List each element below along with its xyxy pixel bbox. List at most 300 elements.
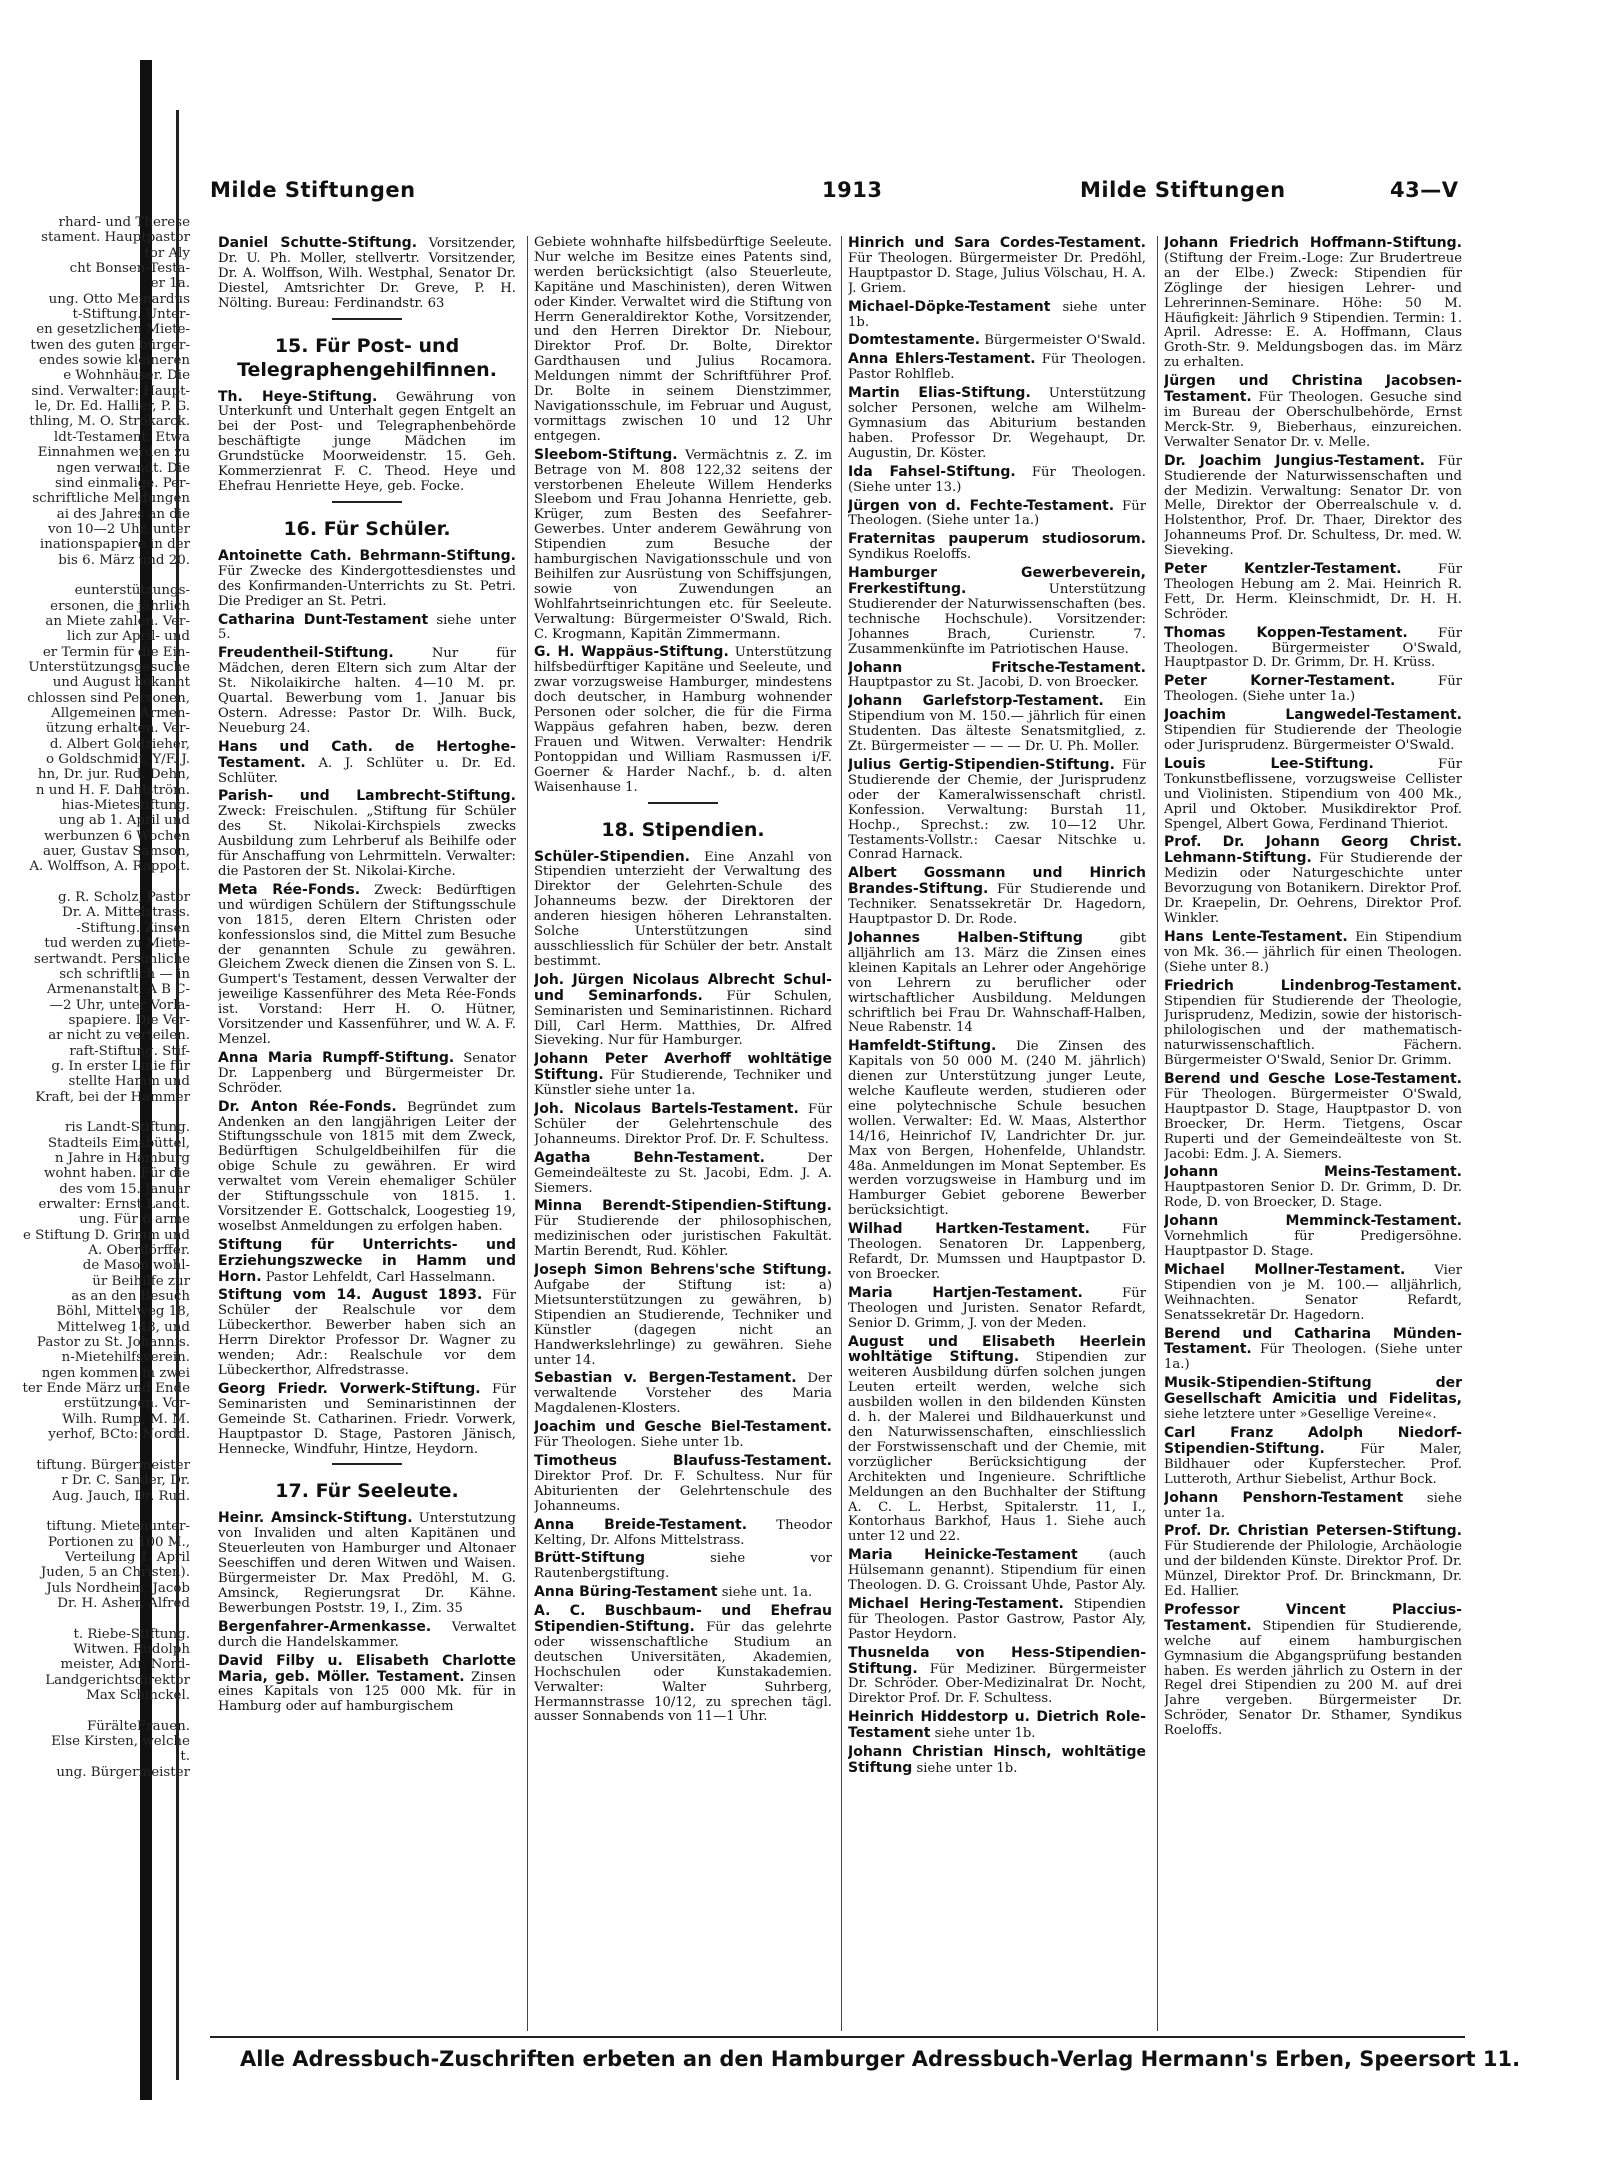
prev-page-line bbox=[0, 1703, 200, 1718]
prev-page-line: schriftliche Meldungen bbox=[32, 491, 190, 507]
entry-name: Peter Kentzler-Testament. bbox=[1164, 561, 1402, 578]
prev-page-line: FürälteFrauen. bbox=[87, 1718, 190, 1734]
entry-name: Michael Hering-Testament. bbox=[848, 1595, 1064, 1612]
prev-page-line: Landgerichtsdirektor bbox=[45, 1672, 190, 1688]
entry-text: Aufgabe der Stiftung ist: a) Mietsunterstützungen zu gewähren, b) Stipendien an Studierende, Techniker und Künstler (dagegen nicht an Handwerkslehrlinge) zu gewähren. Siehe unter 14. bbox=[534, 1278, 832, 1368]
columns bbox=[212, 236, 1462, 2031]
entry-text: (Stiftung der Freim.-Loge: Zur Brudertreue an der Elbe.) Zweck: Stipendien für Zöglinge der hiesigen Lehrer- und Lehrerinnen-Seminare. Höhe: 50 M. Häufigkeit: Jährlich 9 Stipendien. Termin: 1. April. Adresse: E. A. Hoffmann, Claus Groth-Str. 9. Meldungsbogen das. im März zu erhalten. bbox=[1164, 250, 1462, 371]
prev-page-line: ris Landt-Stiftung. bbox=[64, 1120, 190, 1136]
entry bbox=[218, 1100, 516, 1235]
entry bbox=[848, 661, 1146, 692]
entry-text: Für Theologen. Bürgermeister O'Swald, Hauptpastor D. Stage, Hauptpastor D. von Broecker, Dr. Herm. Tietgens, Oscar Ruperti und der Gemeindeälteste von St. Jacobi: Edm. J. A. Siemers. bbox=[1164, 1086, 1462, 1162]
entry bbox=[534, 1518, 832, 1549]
entry-name: Jürgen und Christina Jacobsen-Testament. bbox=[1164, 373, 1462, 406]
entry bbox=[848, 236, 1146, 297]
entry-name: Anna Büring-Testament bbox=[534, 1584, 718, 1601]
prev-page-line: g. In erster Linie für bbox=[51, 1058, 190, 1074]
prev-page-line: t-Stiftung. Unter- bbox=[72, 307, 190, 323]
entry-name: Catharina Dunt-Testament bbox=[218, 611, 429, 628]
entry-name: Antoinette Cath. Behrmann-Stiftung. bbox=[218, 547, 516, 564]
entry bbox=[848, 1597, 1146, 1643]
column-2 bbox=[534, 236, 832, 2031]
entry-text: Für Schüler der Gelehrtenschule des Johanneums. Direktor Prof. Dr. F. Schultess. bbox=[534, 1102, 832, 1147]
entry bbox=[218, 1288, 516, 1378]
prev-page-line: erstützungen. Vor- bbox=[64, 1396, 190, 1412]
prev-page-line: n-Mietehilfsverein. bbox=[61, 1350, 190, 1366]
entry-name: Agatha Behn-Testament. bbox=[534, 1149, 765, 1166]
entry-name: Johann Penshorn-Testament bbox=[1164, 1489, 1404, 1506]
entry bbox=[848, 866, 1146, 928]
entry-name: Th. Heye-Stiftung. bbox=[218, 388, 378, 405]
section-rule bbox=[648, 802, 718, 804]
entry-name: Georg Friedr. Vorwerk-Stiftung. bbox=[218, 1380, 481, 1397]
header-title-right: Milde Stiftungen bbox=[1080, 178, 1286, 202]
entry bbox=[848, 352, 1146, 383]
entry-text: Senator Dr. Lappenberg und Bürgermeister Dr. Schröder. bbox=[218, 1050, 516, 1096]
entry-name: Hans Lente-Testament. bbox=[1164, 928, 1348, 945]
prev-page-line: yerhof, BCto: Nordd. bbox=[48, 1427, 190, 1443]
entry bbox=[1164, 1426, 1462, 1488]
prev-page-line: bis 6. März und 20. bbox=[58, 552, 190, 568]
entry bbox=[218, 390, 516, 495]
entry-text: Vornehmlich für Predigersöhne. Hauptpastor D. Stage. bbox=[1164, 1229, 1462, 1259]
column-3 bbox=[848, 236, 1146, 2031]
prev-page-line: —2 Uhr, unter Vorla- bbox=[49, 997, 190, 1013]
entry-text: Für Mediziner. Bürgermeister Dr. Schröder. Ober-Medizinalrat Dr. Nocht, Direktor Prof. Dr. F. Schultess. bbox=[848, 1661, 1146, 1707]
entry-name: Minna Berendt-Stipendien-Stiftung. bbox=[534, 1198, 832, 1215]
entry-text: siehe vor Rautenbergstiftung. bbox=[534, 1551, 832, 1582]
entry-name: Johann Friedrich Hoffmann-Stiftung. bbox=[1164, 236, 1462, 251]
entry bbox=[1164, 1165, 1462, 1211]
entry-text: Für das gelehrte oder wissenschaftliche Studium an deutschen Universitäten, Akademien, Hochschulen oder Kunstakademien. Verwalter: Walter Suhrberg, Hermannstrasse 10/12, zu sprechen tägl. ausser Sonnabends von 11—1 Uhr. bbox=[534, 1620, 832, 1725]
entry-text: gibt alljährlich am 13. März die Zinsen eines kleinen Kapitals an Lehrer oder Angehörige von Lehrern zu beruflicher oder wirtschaftlicher Ausbildung. Meldungen schriftlich bei Frau Dr. Wahnschaff-Halben, Neue Rabenstr. 14 bbox=[848, 930, 1146, 1036]
prev-page-line: er 1a. bbox=[150, 276, 190, 292]
entry bbox=[218, 1382, 516, 1458]
prev-page-line: hias-Mietestiftung. bbox=[61, 798, 190, 814]
entry-text: Unterstützung Studierender der Naturwissenschaften (bes. technische Hochschule). Vorsitzender: Johannes Brach, Curienstr. 7. Zusammenkünfte im Patriotischen Hause. bbox=[848, 582, 1146, 657]
prev-page-line: n Jahre in Hamburg bbox=[54, 1150, 190, 1166]
prev-page-line: as an den Besuch bbox=[71, 1289, 190, 1305]
entry-text: Begründet zum Andenken an den langjährigen Leiter der Stiftungsschule von 1815 mit dem Zweck, Bedürftigen Schulgeldbeihilfen für die obige Schule zu gewähren. Er wird verwaltet vom Verein ehemaliger Schüler der Stiftungsschule von 1815. 1. Vorsitzender E. Gottschalck, Loogestieg 19, woselbst Anmeldungen zu erfolgen haben. bbox=[218, 1099, 516, 1234]
entry-text: Der verwaltende Vorsteher des Maria Magdalenen-Klosters. bbox=[534, 1371, 832, 1417]
entry-name: Berend und Gesche Lose-Testament. bbox=[1164, 1071, 1462, 1088]
entry-text: Gewährung von Unterkunft und Unterhalt gegen Entgelt an bei der Post- und Telegraphenbehörde beschäftigte junge Mädchen im Grundstücke Moorweidenstr. 15. Geh. Kommerzienrat F. C. Theod. Heye und Ehefrau Henriette Heye, geb. Focke. bbox=[218, 389, 516, 494]
entry bbox=[1164, 454, 1462, 559]
entry-name: Hamburger Gewerbeverein, Frerkestiftung. bbox=[848, 565, 1146, 598]
entry-text: Unterstutzung von Invaliden und alten Kapitänen und Steuerleuten von Hamburger und Altonaer Seeschiffen und deren Witwen und Waisen. Bürgermeister Dr. Max Predöhl, M. G. Amsinck, Regierungsrat Dr. Kähne. Bewerbungen Poststr. 19, I., Zim. 35 bbox=[218, 1511, 516, 1616]
entry-name: Joachim und Gesche Biel-Testament. bbox=[534, 1419, 832, 1436]
prev-page-line: Einnahmen werden zu bbox=[37, 445, 190, 461]
prev-page-line: t. bbox=[180, 1749, 190, 1765]
entry bbox=[218, 1620, 516, 1651]
entry bbox=[1164, 1072, 1462, 1162]
entry-text: Für Studierende der philosophischen, medizinischen oder juristischen Fakultät. Martin Berendt, Rud. Köhler. bbox=[534, 1214, 832, 1260]
entry-text: Die Zinsen des Kapitals von 50 000 M. (240 M. jährlich) dienen zur Unterstützung junger Leute, welche Kaufleute werden, studieren oder eine polytechnische Schule besuchen wollen. Verwalter: Ed. W. Maas, Alsterthor 14/16, Heinrichof IV, Landrichter Dr. jur. Max von Bergen, Hohenfelde, Uhlandstr. 48a. Anmeldungen im Monat September. Es werden vorzugsweise in Hamburg und im Hamburger Gebiet geborene Bewerber berücksichtigt. bbox=[848, 1039, 1146, 1219]
entry-text: (auch Hülsemann genannt). Stipendium für einen Theologen. D. G. Croissant Uhde, Pastor Aly. bbox=[848, 1548, 1146, 1594]
entry-text: Für Theologen. Bürgermeister Dr. Predöhl, Hauptpastor D. Stage, Julius Völschau, H. A. J. Griem. bbox=[848, 250, 1146, 296]
entry-name: Domtestamente. bbox=[848, 332, 981, 349]
entry bbox=[1164, 1376, 1462, 1423]
prev-page-line: ter Ende März und Ende bbox=[22, 1381, 190, 1397]
prev-page-line: des vom 15. Januar bbox=[59, 1181, 190, 1197]
prev-page-line bbox=[0, 875, 200, 890]
entry bbox=[1164, 674, 1462, 705]
entry-text: Stipendien für Studierende der Theologie oder Jurisprudenz. Bürgermeister O'Swald. bbox=[1164, 723, 1462, 753]
entry bbox=[534, 1551, 832, 1582]
entry bbox=[1164, 236, 1462, 371]
entry-name: Heinr. Amsinck-Stiftung. bbox=[218, 1510, 413, 1527]
entry-text: Ein Stipendium von Mk. 36.— jährlich für einen Theologen. (Siehe unter 8.) bbox=[1164, 929, 1462, 975]
entry bbox=[534, 645, 832, 795]
entry-text: Bürgermeister O'Swald. bbox=[984, 333, 1146, 349]
prev-page-line: t. Riebe-Stiftung. bbox=[73, 1626, 190, 1642]
prev-page-line: Juden, 5 an Christen). bbox=[40, 1565, 190, 1581]
entry-text: siehe unter 1b. bbox=[934, 1726, 1036, 1742]
prev-page-line: g. R. Scholz, Pastor bbox=[58, 890, 190, 906]
entry bbox=[1164, 835, 1462, 926]
entry-name: Heinrich Hiddestorp u. Dietrich Role-Testament bbox=[848, 1709, 1146, 1742]
prev-page-line: stament. Hauptpastor bbox=[41, 230, 190, 246]
entry bbox=[848, 333, 1146, 349]
section-heading-17: 17. Für Seeleute. bbox=[275, 1480, 459, 1503]
entry-text: siehe unt. 1a. bbox=[721, 1585, 813, 1601]
entry bbox=[848, 499, 1146, 530]
entry-text: Theodor Kelting, Dr. Alfons Mittelstrass. bbox=[534, 1517, 832, 1548]
entry-text: A. J. Schlüter u. Dr. Ed. Schlüter. bbox=[218, 755, 516, 786]
prev-page-line: eunterstützungs- bbox=[74, 583, 190, 599]
prev-page-line: auer, Gustav Samson, bbox=[42, 844, 190, 860]
entry-name: Albert Gossmann und Hinrich Brandes-Stiftung. bbox=[848, 865, 1146, 898]
entry-name: Jürgen von d. Fechte-Testament. bbox=[848, 497, 1115, 514]
entry bbox=[1164, 757, 1462, 833]
prev-page-line: de Mason wohl- bbox=[82, 1258, 190, 1274]
entry-name: Ida Fahsel-Stiftung. bbox=[848, 463, 1016, 480]
entry-text: Unterstützung hilfsbedürftiger Kapitäne und Seeleute, und zwar vorzugsweise Hamburger, mindestens doch deutscher, in Hamburg wohnender Personen oder solcher, die für die Firma Wappäus gefahren haben, bezw. deren Frauen und Witwen. Verwalter: Hendrik Pontoppidan und William Rasmussen i/F. Goerner & Harder Nachf., b. d. alten Waisenhause 1. bbox=[534, 645, 832, 795]
entry-name: Bergenfahrer-Armenkasse. bbox=[218, 1618, 432, 1635]
prev-page-line: -Stiftung. Zinsen bbox=[76, 920, 190, 936]
prev-page-line: ai des Jahres an die bbox=[56, 506, 190, 522]
entry bbox=[848, 1039, 1146, 1219]
entry-name: Hans und Cath. de Hertoghe-Testament. bbox=[218, 738, 516, 771]
entry-text: Unterstützung solcher Personen, welche am Wilhelm-Gymnasium das Abiturium bestanden haben. Professor Dr. Wegehaupt, Dr. Augustin, Dr. Köster. bbox=[848, 386, 1146, 461]
prev-page-line: rhard- und Therese bbox=[58, 215, 190, 230]
prev-page-line: erwalter: Ernst Landt. bbox=[38, 1197, 190, 1212]
entry bbox=[848, 532, 1146, 563]
prev-page-line: raft-Stiftung. Stif- bbox=[69, 1043, 190, 1059]
entry bbox=[848, 386, 1146, 462]
prev-page-line: meister, Adr. Nord- bbox=[60, 1657, 190, 1673]
entry-name: Joseph Simon Behrens'sche Stiftung. bbox=[534, 1262, 832, 1279]
entry bbox=[218, 236, 516, 312]
entry-text: Hauptpastor zu St. Jacobi, D. von Broecker. bbox=[848, 675, 1139, 691]
entry-name: Maria Heinicke-Testament bbox=[848, 1547, 1078, 1564]
prev-page-line: Max Schinckel. bbox=[86, 1688, 190, 1703]
prev-page-line: Dr. H. Asher, Alfred bbox=[57, 1595, 190, 1611]
entry-name: Julius Gertig-Stipendien-Stiftung. bbox=[848, 757, 1115, 773]
header-year: 1913 bbox=[822, 178, 883, 202]
column-4 bbox=[1164, 236, 1462, 2031]
entry-name: Friedrich Lindenbrog-Testament. bbox=[1164, 977, 1462, 994]
entry-name: Carl Franz Adolph Niedorf-Stipendien-Stiftung. bbox=[1164, 1424, 1462, 1457]
entry-text: Stipendien für Studierende der Theologie, Jurisprudenz, Medizin, sowie der historisch-philologischen und der mathematisch-naturwissenschaftlich. Fächern. Bürgermeister O'Swald, Senior Dr. Grimm. bbox=[1164, 993, 1462, 1069]
entry bbox=[1164, 708, 1462, 754]
entry bbox=[218, 646, 516, 736]
entry-name: Meta Rée-Fonds. bbox=[218, 881, 361, 898]
entry-text: Für Theologen. Bürgermeister O'Swald, Hauptpastor D. Dr. Grimm, Dr. H. Krüss. bbox=[1164, 625, 1462, 671]
prev-page-line bbox=[0, 1504, 200, 1519]
prev-page-line: ür Beihilfe zur bbox=[92, 1273, 190, 1289]
prev-page-line: ung ab 1. April und bbox=[58, 813, 190, 829]
entry-name: Wilhad Hartken-Testament. bbox=[848, 1221, 1090, 1238]
entry-text: Direktor Prof. Dr. F. Schultess. Nur für Abiturienten der Gelehrtenschule des Johanneums. bbox=[534, 1468, 832, 1514]
prev-page-line: Verteilung 1. April bbox=[65, 1549, 190, 1565]
page-header bbox=[210, 178, 1470, 208]
prev-page-line: d. Albert Goldzieher, bbox=[49, 736, 190, 752]
entry-name: Anna Breide-Testament. bbox=[534, 1516, 748, 1533]
entry-name: A. C. Buschbaum- und Ehefrau Stipendien-Stiftung. bbox=[534, 1603, 832, 1636]
entry bbox=[1164, 1263, 1462, 1324]
entry-text: Für Seminaristen und Seminaristinnen der Gemeinde St. Catharinen. Friedr. Vorwerk, Hauptpastor D. Stage, Pastoren Jänisch, Hennecke, Windfuhr, Hintze, Heydorn. bbox=[218, 1381, 516, 1457]
prev-page-line: und August bekannt bbox=[52, 675, 190, 691]
prev-page-line: ngen verwandt. Die bbox=[56, 460, 190, 476]
prev-page-line: Kraft, bei der Hammer bbox=[35, 1089, 190, 1105]
prev-page-line: Mittelweg 148, und bbox=[56, 1319, 190, 1335]
prev-page-line: sertwandt. Persönliche bbox=[33, 951, 190, 967]
prev-page-line: chlossen sind Personen, bbox=[27, 690, 190, 706]
entry-text: Für Studierende und Techniker. Senatssekretär Dr. Hagedorn, Hauptpastor D. Dr. Rode. bbox=[848, 882, 1146, 928]
entry-name: Johann Garlefstorp-Testament. bbox=[848, 693, 1104, 710]
entry-text: Nur für Mädchen, deren Eltern sich zum Altar der St. Nikolaikirche halten. 4—10 M. pr. Quartal. Bewerbung vom 1. Januar bis Ostern. Adresse: Pastor Dr. Wilh. Buck, Neueburg 24. bbox=[218, 646, 516, 736]
entry bbox=[218, 883, 516, 1048]
entry bbox=[534, 1102, 832, 1148]
entry bbox=[534, 1604, 832, 1725]
entry bbox=[1164, 626, 1462, 672]
entry bbox=[848, 1745, 1146, 1777]
entry-name: Johann Memminck-Testament. bbox=[1164, 1213, 1462, 1230]
entry-text: Gebiete wohnhafte hilfsbedürftige Seeleute. Nur welche im Besitze eines Patents sind, werden berücksichtigt (also Steuerleute, Kapitäne und Maschinisten), deren Witwen oder Kinder. Verwaltet wird die Stiftung von Herrn Generaldirektor Kothe, Vorsitzender, und den Herren Direktor Dr. Niebour, Direktor Prof. Dr. Bolte, Direktor Gardthausen und Julius Rocamora. Meldungen nimmt der Schriftführer Prof. Dr. Bolte in seinem Dienstzimmer, Navigationsschule, im Februar und August, vormittags zwischen 10 und 12 Uhr entgegen. bbox=[534, 236, 832, 444]
prev-page-line: cht Bonsen-Testa- bbox=[69, 261, 190, 277]
entry bbox=[534, 973, 832, 1050]
entry bbox=[848, 566, 1146, 657]
entry-name: Dr. Anton Rée-Fonds. bbox=[218, 1098, 397, 1115]
prev-page-line: Aug. Jauch, Dr. Rud. bbox=[52, 1488, 190, 1504]
entry-text: Für Studierende der Medizin oder Naturgeschichte unter Bevorzugung von Botanikern. Direktor Prof. Dr. Kraepelin, Dr. Oehrens, Direktor Prof. Winkler. bbox=[1164, 851, 1462, 926]
prev-page-line: e Stiftung D. Grimm und bbox=[22, 1227, 190, 1243]
prev-page-line: ldt-Testament. Etwa bbox=[53, 429, 190, 445]
prev-page-line: Böhl, Mittelweg 18, bbox=[56, 1304, 190, 1320]
entry bbox=[218, 1238, 516, 1286]
entry bbox=[1164, 1491, 1462, 1522]
prev-page-line: lich zur April- und bbox=[66, 629, 190, 645]
entry-text: Für Schüler der Realschule vor dem Lübeckerthor. Bewerber haben sich an Herrn Direktor Professor Dr. Wagner zu wenden; Adr.: Realschule vor dem Lübeckerthor, Alfredstrasse. bbox=[218, 1288, 516, 1378]
entry bbox=[848, 465, 1146, 496]
entry-text: Für Studierende, Techniker und Künstler siehe unter 1a. bbox=[534, 1068, 832, 1099]
entry-text: Für Maler, Bildhauer oder Kupferstecher. Prof. Lutteroth, Arthur Siebelist, Arthur Bock. bbox=[1164, 1441, 1462, 1487]
entry-name: Fraternitas pauperum studiosorum. bbox=[848, 531, 1146, 548]
entry-text: Eine Anzahl von Stipendien unterzieht der Verwaltung des Direktor der Gelehrten-Schule des Johanneums bezw. der Direktoren der anderen hiesigen höheren Lehranstalten. Solche Unterstützungen sind ausschliesslich für Schüler der betr. Anstalt bestimmt. bbox=[534, 849, 832, 969]
entry-name: David Filby u. Elisabeth Charlotte Maria, geb. Möller. Testament. bbox=[218, 1652, 516, 1685]
column-1 bbox=[218, 236, 516, 2031]
prev-page-line bbox=[0, 1611, 200, 1626]
entry bbox=[534, 1199, 832, 1260]
entry-name: Johann Peter Averhoff wohltätige Stiftung. bbox=[534, 1051, 832, 1084]
entry bbox=[848, 1710, 1146, 1742]
entry bbox=[218, 1051, 516, 1097]
entry-text: Für Zwecke des Kindergottesdienstes und des Konfirmanden-Unterrichts zu St. Petri. Die Prediger an St. Petri. bbox=[218, 563, 516, 609]
prev-page-line: er Termin für die Ein- bbox=[42, 644, 190, 660]
entry bbox=[1164, 979, 1462, 1069]
entry bbox=[848, 931, 1146, 1036]
prev-page-line: stellte Hamm und bbox=[68, 1074, 190, 1090]
entry-name: Anna Maria Rumpff-Stiftung. bbox=[218, 1049, 455, 1066]
prev-page-line: n und H. F. Dahlström. bbox=[35, 782, 190, 798]
prev-page-line: Juls Nordheim, Jacob bbox=[46, 1580, 190, 1596]
entry bbox=[848, 1222, 1146, 1283]
entry-name: Stiftung für Unterrichts- und Erziehungszwecke in Hamm und Horn. bbox=[218, 1236, 516, 1285]
header-title-left: Milde Stiftungen bbox=[210, 178, 416, 202]
previous-page-fragment bbox=[0, 215, 200, 1975]
entry-name: Johann Meins-Testament. bbox=[1164, 1164, 1462, 1181]
entry-name: Thomas Koppen-Testament. bbox=[1164, 624, 1408, 641]
entry-text: Ein Stipendium von M. 150.— jährlich für einen Studenten. Das älteste Senatsmitglied, z. Zt. Bürgermeister — — — Dr. U. Ph. Moller. bbox=[848, 694, 1146, 755]
section-rule bbox=[332, 318, 402, 320]
entry bbox=[1164, 1524, 1462, 1600]
prev-page-line: ar nicht zu verteilen. bbox=[48, 1028, 190, 1044]
entry-text: Für Theologen und Juristen. Senator Refardt, Senior D. Grimm, J. von der Meden. bbox=[848, 1285, 1146, 1331]
entry-text: Hauptpastoren Senior D. Dr. Grimm, D. Dr. Rode, D. von Broecker, D. Stage. bbox=[1164, 1180, 1462, 1211]
entry-name: Louis Lee-Stiftung. bbox=[1164, 755, 1374, 772]
entry-name: August und Elisabeth Heerlein wohltätige Stiftung. bbox=[848, 1333, 1146, 1366]
entry-text: Für Theologen. Siehe unter 1b. bbox=[534, 1435, 744, 1451]
prev-page-line bbox=[0, 568, 200, 583]
prev-page-line: ung. Otto Meinardus bbox=[48, 291, 190, 307]
page-footer: Alle Adressbuch-Zuschriften erbeten an den Hamburger Adressbuch-Verlag Hermann's Erben, Speersort 11. bbox=[240, 2047, 1521, 2071]
section-heading-15: 15. Für Post- und Telegraphengehilfinnen. bbox=[237, 334, 497, 381]
prev-page-line: spapiere. Die Ver- bbox=[68, 1012, 190, 1028]
prev-page-line: endes sowie kleineren bbox=[38, 353, 190, 369]
entry-text: Zweck: Freischulen. „Stiftung für Schüler des St. Nikolai-Kirchspiels zwecks Ausbildung zum Lehrberuf als Beihilfe oder für Anschaffung von Lehrmitteln. Verwalter: die Pastoren der St. Nikolai-Kirche. bbox=[218, 804, 516, 879]
entry bbox=[1164, 1603, 1462, 1739]
entry-name: Sebastian v. Bergen-Testament. bbox=[534, 1370, 797, 1387]
entry-name: Prof. Dr. Christian Petersen-Stiftung. bbox=[1164, 1523, 1462, 1540]
prev-page-line: Armenanstalt, A B C- bbox=[46, 982, 190, 998]
entry bbox=[848, 758, 1146, 863]
prev-page-line: sind einmalige. Per- bbox=[55, 475, 190, 491]
entry-text: Vier Stipendien von je M. 100.— alljährlich, Weihnachten. Senator Refardt, Senatssekretär Dr. Hagedorn. bbox=[1164, 1262, 1462, 1323]
entry bbox=[218, 740, 516, 787]
prev-page-line bbox=[0, 1443, 200, 1458]
entry-name: Musik-Stipendien-Stiftung der Gesellschaft Amicitia und Fidelitas, bbox=[1164, 1375, 1462, 1408]
entry-name: Johann Christian Hinsch, wohltätige Stiftung bbox=[848, 1744, 1146, 1776]
entry-name: Joh. Jürgen Nicolaus Albrecht Schul- und Seminarfonds. bbox=[534, 971, 832, 1004]
prev-page-line: Else Kirsten, welche bbox=[51, 1734, 190, 1750]
entry-name: Joh. Nicolaus Bartels-Testament. bbox=[534, 1101, 799, 1118]
entry-name: Brütt-Stiftung bbox=[534, 1550, 646, 1567]
prev-page-line: Pastor zu St. Johannis. bbox=[36, 1335, 190, 1351]
entry-text: Für Tonkunstbeflissene, vorzugsweise Cellister und Violinisten. Stipendium von 400 Mk., April und Oktober. Musikdirektor Prof. Spengel, Albert Gowa, Ferdinand Thieriot. bbox=[1164, 756, 1462, 832]
entry-name: G. H. Wappäus-Stiftung. bbox=[534, 644, 729, 661]
prev-page-line: ung. Für 6 arme bbox=[79, 1212, 190, 1228]
entry bbox=[534, 1263, 832, 1368]
entry-name: Martin Elias-Stiftung. bbox=[848, 385, 1031, 402]
entry bbox=[218, 1654, 516, 1716]
entry bbox=[534, 448, 832, 643]
prev-page-line: ung. Bürgermeister bbox=[56, 1764, 190, 1780]
prev-page-line: sind. Verwalter: Haupt- bbox=[31, 383, 190, 399]
entry bbox=[1164, 1214, 1462, 1260]
entry-name: Maria Hartjen-Testament. bbox=[848, 1284, 1083, 1301]
prev-page-line: ersonen, die jährlich bbox=[50, 598, 190, 614]
entry bbox=[534, 850, 832, 970]
entry-name: Michael Mollner-Testament. bbox=[1164, 1261, 1406, 1278]
entry-name: Johann Fritsche-Testament. bbox=[848, 659, 1146, 676]
prev-page-line: le, Dr. Ed. Hallier, P. G. bbox=[35, 399, 190, 415]
entry-text: Zweck: Bedürftigen und würdigen Schülern der Stiftungsschule von 1815, deren Eltern Christen oder konfessionslos sind, die Mittel zum Besuche der genannten Schule zu gewähren. Gleichem Zweck dienen die Zinsen von S. L. Gumpert's Testament, dessen Verwalter der jeweilige Kassenführer des Meta Rée-Fonds ist. Vorstand: Herr H. O. Hütner, Vorsitzender und Kassenführer, und W. A. F. Menzel. bbox=[218, 882, 516, 1047]
prev-page-line: Stadteils Eimsbüttel, bbox=[47, 1135, 190, 1151]
entry bbox=[848, 1646, 1146, 1708]
prev-page-line: ützung erhalten. Ver- bbox=[45, 721, 190, 737]
entry-text: Vermächtnis z. Z. im Betrage von M. 808 122,32 seitens der verstorbenen Eheleute Willem Henderks Sleebom und Frau Johanna Henriette, geb. Krüger, zum Besten des Seefahrer-Gewerbes. Unter anderem Gewährung von Stipendien zum Besuche der hamburgischen Navigationsschule und von Beihilfen zur Ausrüstung von Schiffsjungen, sowie von Zuwendungen an Wohlfahrtseinrichtungen etc. für Seeleute. Verwaltung: Bürgermeister O'Swald, Rich. C. Krogmann, Kapitän Zimmermann. bbox=[534, 447, 832, 642]
prev-page-line: tiftung. Mietenunter- bbox=[46, 1519, 190, 1535]
prev-page-line: tor Aly bbox=[144, 245, 190, 261]
entry-text: Für Theologen. (Siehe unter 1a.) bbox=[1164, 674, 1462, 705]
header-page-number: 43—V bbox=[1390, 178, 1459, 202]
entry-text: Für Theologen. (Siehe unter 1a.) bbox=[848, 498, 1146, 529]
prev-page-line: inationspapiere in der bbox=[39, 537, 190, 553]
entry-text: Für Theologen. (Siehe unter 1a.) bbox=[1164, 1342, 1462, 1373]
entry-text: Der Gemeindeälteste zu St. Jacobi, Edm. J. A. Siemers. bbox=[534, 1150, 832, 1196]
entry-name: Daniel Schutte-Stiftung. bbox=[218, 236, 418, 251]
prev-page-line: an Miete zahlen. Ver- bbox=[45, 613, 190, 629]
prev-page-line: en gesetzlichen Miete- bbox=[36, 322, 190, 338]
entry bbox=[534, 1151, 832, 1197]
section-heading-16: 16. Für Schüler. bbox=[283, 517, 451, 540]
entry-text: Für Theologen. Pastor Rohlfleb. bbox=[848, 352, 1146, 383]
prev-page-line: Portionen zu 100 M., bbox=[47, 1534, 190, 1550]
entry-text: Für Studierende der Chemie, der Jurisprudenz oder der Kameralwissenschaft christl. Konfession. Verwaltung: Burstah 11, Hochp., Sprechst.: zw. 10—12 Uhr. Testaments-Vollstr.: Caesar Nitschke u. Conrad Harnack. bbox=[848, 758, 1146, 863]
entry bbox=[534, 236, 832, 445]
entry bbox=[218, 1511, 516, 1616]
prev-page-line: Allgemeinen Armen- bbox=[51, 706, 190, 721]
entry-text: Verwaltet durch die Handelskammer. bbox=[218, 1619, 516, 1650]
prev-page-line: Dr. A. Mittelstrass. bbox=[62, 905, 190, 921]
entry-name: Schüler-Stipendien. bbox=[534, 848, 690, 865]
entry-name: Parish- und Lambrecht-Stiftung. bbox=[218, 788, 516, 805]
entry-name: Sleebom-Stiftung. bbox=[534, 446, 678, 463]
entry-text: Pastor Lehfeldt, Carl Hasselmann. bbox=[265, 1269, 496, 1285]
entry bbox=[534, 1454, 832, 1515]
entry-text: siehe letztere unter »Gesellige Vereine«. bbox=[1164, 1407, 1437, 1423]
entry-text: Für Theologen. Senatoren Dr. Lappenberg, Refardt, Dr. Mumssen und Hauptpastor D. von Broecker. bbox=[848, 1222, 1146, 1282]
entry bbox=[534, 1371, 832, 1417]
entry bbox=[1164, 1327, 1462, 1374]
entry bbox=[848, 694, 1146, 755]
prev-page-line: o Goldschmidt, Y/F. J. bbox=[45, 752, 190, 768]
entry-name: Hinrich und Sara Cordes-Testament. bbox=[848, 236, 1146, 251]
entry-name: Peter Korner-Testament. bbox=[1164, 673, 1396, 690]
entry bbox=[534, 1585, 832, 1601]
entry-name: Berend und Catharina Münden-Testament. bbox=[1164, 1325, 1462, 1358]
prev-page-line: Witwen. Rudolph bbox=[73, 1641, 190, 1657]
prev-page-line: A. Oberdörffer. bbox=[88, 1243, 190, 1259]
entry-text: Syndikus Roeloffs. bbox=[848, 547, 972, 563]
entry-text: Für Theologen. Gesuche sind im Bureau der Oberschulbehörde, Ernst Merck-Str. 9, Bieberhaus, einzureichen. Verwalter Senator Dr. v. Melle. bbox=[1164, 390, 1462, 450]
entry bbox=[218, 789, 516, 879]
entry-name: Stiftung vom 14. August 1893. bbox=[218, 1287, 483, 1304]
entry bbox=[848, 1286, 1146, 1332]
prev-page-line: Unterstützungsgesuche bbox=[28, 659, 190, 675]
prev-page-line: werbunzen 6 Wochen bbox=[44, 828, 190, 844]
